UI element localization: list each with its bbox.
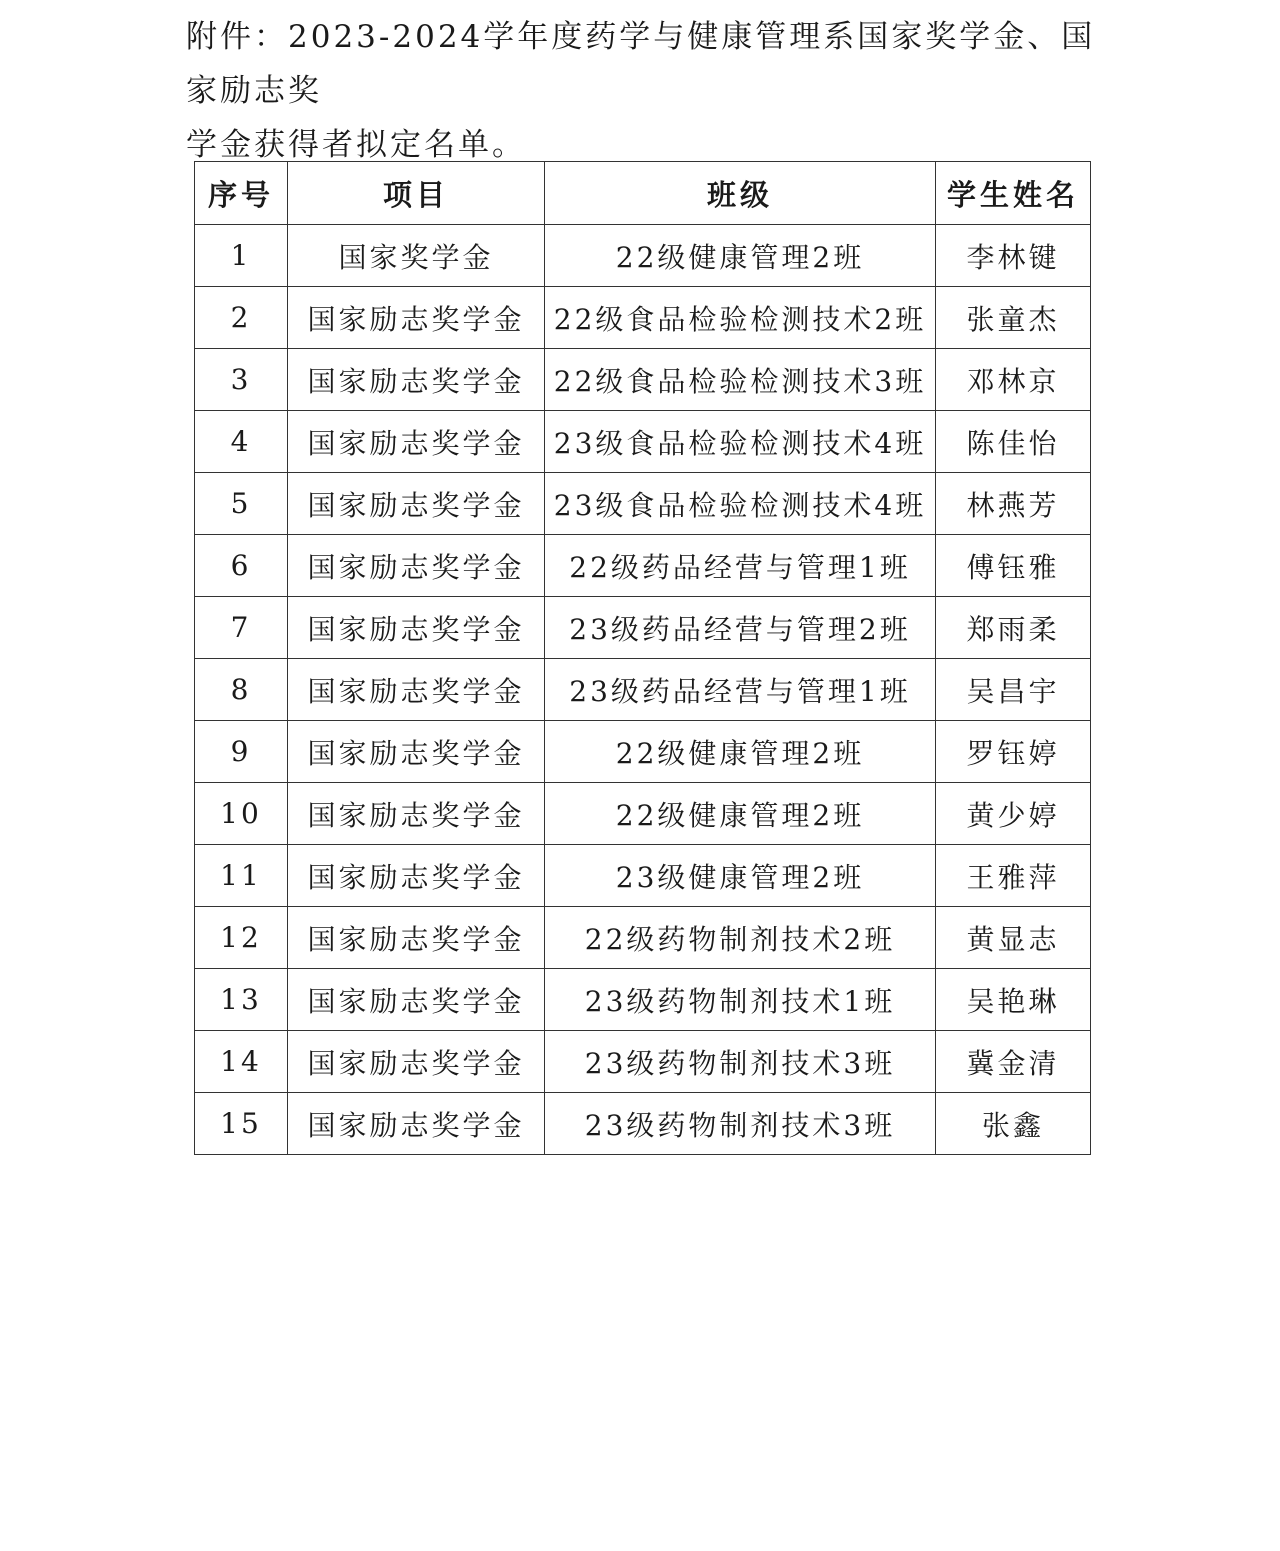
cell-student-name: 邓林京 xyxy=(936,349,1091,411)
intro-line-1: 附件：2023-2024学年度药学与健康管理系国家奖学金、国家励志奖 xyxy=(186,19,1096,109)
cell-num: 14 xyxy=(195,1031,288,1093)
cell-num: 12 xyxy=(195,907,288,969)
cell-num: 1 xyxy=(195,225,288,287)
cell-num: 3 xyxy=(195,349,288,411)
header-class: 班级 xyxy=(545,162,936,225)
table-row xyxy=(195,721,1091,783)
table-row xyxy=(195,411,1091,473)
cell-num: 6 xyxy=(195,535,288,597)
cell-student-name: 张鑫 xyxy=(936,1093,1091,1155)
cell-num: 11 xyxy=(195,845,288,907)
table-row xyxy=(195,969,1091,1031)
cell-num: 15 xyxy=(195,1093,288,1155)
cell-class: 23级健康管理2班 xyxy=(545,845,936,907)
cell-student-name: 冀金清 xyxy=(936,1031,1091,1093)
cell-class: 22级健康管理2班 xyxy=(545,721,936,783)
cell-item: 国家励志奖学金 xyxy=(288,473,545,535)
cell-item: 国家励志奖学金 xyxy=(288,349,545,411)
cell-item: 国家励志奖学金 xyxy=(288,1093,545,1155)
table-row xyxy=(195,783,1091,845)
cell-item: 国家励志奖学金 xyxy=(288,969,545,1031)
table-row xyxy=(195,349,1091,411)
table-row xyxy=(195,535,1091,597)
table-row xyxy=(195,1031,1091,1093)
cell-student-name: 陈佳怡 xyxy=(936,411,1091,473)
scholarship-winners-table xyxy=(194,161,1091,1155)
cell-class: 22级药品经营与管理1班 xyxy=(545,535,936,597)
cell-class: 22级健康管理2班 xyxy=(545,783,936,845)
cell-student-name: 郑雨柔 xyxy=(936,597,1091,659)
cell-item: 国家励志奖学金 xyxy=(288,411,545,473)
cell-num: 13 xyxy=(195,969,288,1031)
cell-item: 国家励志奖学金 xyxy=(288,287,545,349)
cell-student-name: 黄少婷 xyxy=(936,783,1091,845)
cell-num: 7 xyxy=(195,597,288,659)
cell-class: 23级药物制剂技术3班 xyxy=(545,1093,936,1155)
cell-item: 国家励志奖学金 xyxy=(288,597,545,659)
cell-item: 国家励志奖学金 xyxy=(288,845,545,907)
cell-student-name: 张童杰 xyxy=(936,287,1091,349)
cell-class: 23级药品经营与管理2班 xyxy=(545,597,936,659)
cell-class: 23级药品经营与管理1班 xyxy=(545,659,936,721)
cell-student-name: 林燕芳 xyxy=(936,473,1091,535)
cell-student-name: 王雅萍 xyxy=(936,845,1091,907)
table-row xyxy=(195,659,1091,721)
cell-student-name: 黄显志 xyxy=(936,907,1091,969)
cell-class: 23级药物制剂技术1班 xyxy=(545,969,936,1031)
cell-class: 23级食品检验检测技术4班 xyxy=(545,473,936,535)
table-row xyxy=(195,225,1091,287)
cell-item: 国家励志奖学金 xyxy=(288,907,545,969)
cell-student-name: 李林键 xyxy=(936,225,1091,287)
cell-class: 22级食品检验检测技术2班 xyxy=(545,287,936,349)
cell-item: 国家奖学金 xyxy=(288,225,545,287)
cell-num: 2 xyxy=(195,287,288,349)
cell-num: 5 xyxy=(195,473,288,535)
table-body xyxy=(195,225,1091,1155)
header-num: 序号 xyxy=(195,162,288,225)
cell-student-name: 吴艳琳 xyxy=(936,969,1091,1031)
cell-item: 国家励志奖学金 xyxy=(288,1031,545,1093)
attachment-intro xyxy=(186,10,1116,172)
table-header-row xyxy=(195,162,1091,225)
table-row xyxy=(195,597,1091,659)
cell-num: 9 xyxy=(195,721,288,783)
cell-class: 22级药物制剂技术2班 xyxy=(545,907,936,969)
header-name: 学生姓名 xyxy=(936,162,1091,225)
table-row xyxy=(195,287,1091,349)
cell-num: 10 xyxy=(195,783,288,845)
cell-num: 8 xyxy=(195,659,288,721)
table-row xyxy=(195,907,1091,969)
cell-class: 23级食品检验检测技术4班 xyxy=(545,411,936,473)
table-row xyxy=(195,1093,1091,1155)
header-item: 项目 xyxy=(288,162,545,225)
table-row xyxy=(195,473,1091,535)
cell-item: 国家励志奖学金 xyxy=(288,783,545,845)
cell-student-name: 傅钰雅 xyxy=(936,535,1091,597)
cell-class: 23级药物制剂技术3班 xyxy=(545,1031,936,1093)
cell-class: 22级健康管理2班 xyxy=(545,225,936,287)
intro-line-2: 学金获得者拟定名单。 xyxy=(186,127,526,163)
cell-student-name: 吴昌宇 xyxy=(936,659,1091,721)
table-row xyxy=(195,845,1091,907)
cell-item: 国家励志奖学金 xyxy=(288,535,545,597)
cell-student-name: 罗钰婷 xyxy=(936,721,1091,783)
cell-class: 22级食品检验检测技术3班 xyxy=(545,349,936,411)
cell-num: 4 xyxy=(195,411,288,473)
cell-item: 国家励志奖学金 xyxy=(288,659,545,721)
cell-item: 国家励志奖学金 xyxy=(288,721,545,783)
